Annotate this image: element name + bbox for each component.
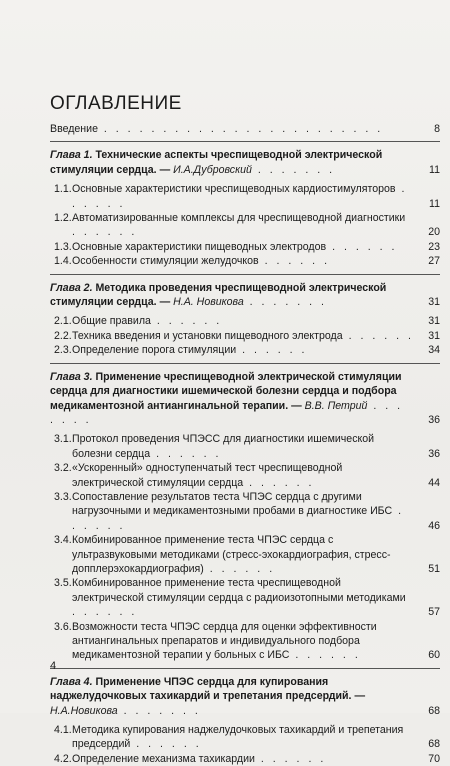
dot-leader: . . . . . .: [72, 226, 138, 239]
toc-entry: [54, 211, 440, 240]
entry-label: Основные характеристики пищеводных электродов: [72, 240, 327, 253]
table-of-contents: [50, 122, 440, 766]
dot-leader: . . . . . .: [243, 476, 315, 489]
divider: [50, 363, 440, 364]
page-ref: 31: [428, 296, 440, 309]
chapter-author: Н.А.Новикова: [50, 704, 118, 717]
entry-text: [54, 752, 440, 766]
entry-number: 3.2.: [54, 462, 72, 475]
dot-leader: . . . . . . .: [243, 296, 327, 309]
page-ref: 23: [428, 240, 440, 253]
entry-label: Общие правила: [72, 315, 151, 328]
entry-number: 3.3.: [54, 490, 72, 503]
chapter-text: Глава 1. Технические аспекты чреспищеводной электрической стимуляции сердца. — И.А.Дубровский . . . . . . .: [50, 149, 383, 176]
entry-label: «Ускоренный» одноступенчатый тест чреспищеводной электрической стимуляции сердца: [72, 462, 343, 489]
page-title: ОГЛАВЛЕНИЕ: [50, 92, 182, 114]
page-ref: 20: [428, 226, 440, 239]
entry-text: [54, 620, 440, 663]
dot-leader: . . . . . .: [150, 315, 223, 328]
entry-label: Основные характеристики чреспищеводных кардиостимуляторов: [72, 183, 396, 196]
dot-leader: . . . . . .: [203, 562, 276, 575]
page-ref: 31: [428, 315, 440, 328]
entry-text: [54, 254, 440, 268]
chapter-title: Методика проведения чреспищеводной электрической стимуляции сердца.: [50, 281, 387, 309]
toc-entry: [54, 533, 440, 576]
chapter-heading: [50, 148, 440, 177]
page-ref: 68: [428, 738, 440, 751]
toc-entry: [54, 576, 440, 619]
page-ref: 70: [428, 752, 440, 765]
chapter-author: И.А.Дубровский: [173, 163, 252, 176]
dot-leader: . . . . . .: [289, 649, 361, 662]
entry-text: [54, 723, 440, 752]
dot-leader: . . . . . .: [326, 240, 398, 253]
entry-text: [50, 122, 440, 136]
chapter-text: Глава 3. Применение чреспищеводной электрической стимуляции сердца для диагностики ишемической болезни сердца и подбора медикаментозной антиангинальной терапии. — В.В. Петрий . . . . . . .: [50, 370, 404, 426]
entry-text: [54, 533, 440, 576]
dot-leader: . . . . . .: [130, 738, 202, 751]
entry-number: 3.4.: [54, 534, 72, 547]
entry-text: [54, 576, 440, 619]
toc-entry: [54, 254, 440, 268]
dot-leader: . . . . . . .: [50, 399, 404, 426]
entry-number: 2.2.: [54, 329, 72, 342]
entry-text: [54, 490, 440, 533]
page-ref: 31: [428, 329, 440, 342]
entry-number: 4.1.: [54, 724, 72, 737]
chapter-text: Глава 4. Применение ЧПЭС сердца для купирования наджелудочковых тахикардий и трепетания предсердий. — Н.А.Новикова . . . . . . .: [50, 675, 366, 717]
toc-entry: [54, 723, 440, 752]
page-number: 4: [50, 660, 57, 672]
toc-intro: [50, 122, 440, 136]
entry-number: 2.1.: [54, 315, 72, 328]
page-ref: 60: [428, 649, 440, 662]
page-ref: 11: [429, 197, 440, 210]
page-ref: 36: [428, 447, 440, 460]
chapter-title: Применение ЧПЭС сердца для купирования наджелудочковых тахикардий и трепетания предсердий.: [50, 675, 352, 703]
divider: [50, 141, 440, 142]
toc-entry: [54, 752, 440, 766]
dot-leader: . . . . . .: [254, 752, 327, 765]
entry-label: Протокол проведения ЧПЭСС для диагностики ишемической болезни сердца: [72, 433, 375, 460]
dot-leader: . . . . . . .: [117, 704, 201, 717]
toc-entry: [54, 343, 440, 357]
dot-leader: . . . . . .: [342, 329, 414, 342]
dot-leader: . . . . . .: [258, 255, 331, 268]
entry-label: Определение порога стимуляции: [72, 344, 237, 357]
page-ref: 11: [429, 163, 440, 176]
entry-text: [54, 314, 440, 328]
page-ref: 34: [428, 344, 440, 357]
entry-number: 2.3.: [54, 344, 72, 357]
entry-number: 3.1.: [54, 433, 72, 446]
entry-label: Особенности стимуляции желудочков: [72, 255, 259, 268]
entry-label: Возможности теста ЧПЭС сердца для оценки эффективности антиангинальных препаратов и индивидуального подбора медикаментозной терапии у больных с ИБС: [72, 620, 377, 662]
dot-leader: . . . . . . . . . . . . . . . . . . . . . . . .: [97, 123, 384, 135]
entry-number: 4.2.: [54, 752, 72, 765]
chapter-heading: [50, 281, 440, 310]
entry-label: Введение: [50, 123, 98, 135]
toc-entry: [54, 329, 440, 343]
chapter-label: Глава 2.: [50, 281, 93, 294]
page-ref: 57: [428, 606, 440, 619]
entry-text: [54, 343, 440, 357]
entry-label: Сопоставление результатов теста ЧПЭС сердца с другими нагрузочными и медикаментозными пробами в диагностике ИБС: [72, 490, 393, 518]
entry-number: 1.2.: [54, 212, 72, 225]
entry-text: [54, 211, 440, 240]
dot-leader: . . . . . .: [236, 344, 308, 357]
entry-text: [54, 182, 440, 211]
toc-entry: [54, 240, 440, 254]
toc-entry: [54, 461, 440, 490]
chapter-author: В.В. Петрий: [304, 399, 368, 412]
page-ref: 44: [428, 476, 440, 489]
dot-leader: . . . . . . .: [251, 163, 336, 176]
dot-leader: . . . . . .: [72, 606, 138, 619]
chapter-heading: [50, 370, 440, 428]
entry-number: 1.3.: [54, 240, 72, 253]
entry-number: 1.4.: [54, 255, 72, 268]
page-ref: 8: [434, 123, 440, 135]
entry-label: Определение механизма тахикардии: [72, 752, 255, 765]
toc-entry: [54, 490, 440, 533]
divider: [50, 668, 440, 669]
chapter-heading: [50, 675, 440, 718]
page-ref: 51: [428, 562, 440, 575]
dot-leader: . . . . . .: [150, 447, 222, 460]
entry-label: Техника введения и установки пищеводного электрода: [72, 329, 343, 342]
page-ref: 27: [428, 255, 440, 268]
entry-label: Комбинированное применение теста чреспищеводной электрической стимуляции сердца с радиоизотопными методиками: [72, 577, 406, 604]
dot-leader: . . . . . .: [72, 183, 408, 210]
entry-label: Комбинированное применение теста ЧПЭС сердца с ультразвуковыми методиками (стресс-эхокардиография, стресс-допплерэхокардиография): [72, 534, 391, 575]
chapter-label: Глава 4.: [50, 675, 93, 688]
entry-label: Методика купирования наджелудочковых тахикардий и трепетания предсердий: [72, 724, 404, 751]
entry-text: [54, 432, 440, 461]
bleed-through-text: [300, 88, 302, 98]
chapter-title: Технические аспекты чреспищеводной электрической стимуляции сердца.: [50, 149, 383, 176]
entry-text: [54, 461, 440, 490]
chapter-author: Н.А. Новикова: [173, 296, 244, 309]
chapter-text: Глава 2. Методика проведения чреспищеводной электрической стимуляции сердца. — Н.А. Новикова . . . . . . .: [50, 281, 387, 309]
entry-label: Автоматизированные комплексы для чреспищеводной диагностики: [72, 212, 406, 225]
page-ref: 36: [428, 413, 440, 426]
toc-entry: [54, 182, 440, 211]
toc-entry: [54, 432, 440, 461]
entry-number: 1.1.: [54, 183, 72, 196]
chapter-title: Применение чреспищеводной электрической стимуляции сердца для диагностики ишемической болезни сердца и подбора медикаментозной антиангинальной терапии.: [50, 370, 402, 412]
chapter-label: Глава 3.: [50, 370, 93, 383]
entry-number: 3.5.: [54, 577, 72, 590]
divider: [50, 274, 440, 275]
page-ref: 68: [428, 704, 440, 717]
chapter-label: Глава 1.: [50, 149, 93, 162]
dot-leader: . . . . . .: [72, 505, 405, 532]
page-ref: 46: [428, 519, 440, 532]
entry-text: [54, 329, 440, 343]
toc-entry: [54, 620, 440, 663]
entry-text: [54, 240, 440, 254]
entry-number: 3.6.: [54, 620, 72, 633]
toc-entry: [54, 314, 440, 328]
